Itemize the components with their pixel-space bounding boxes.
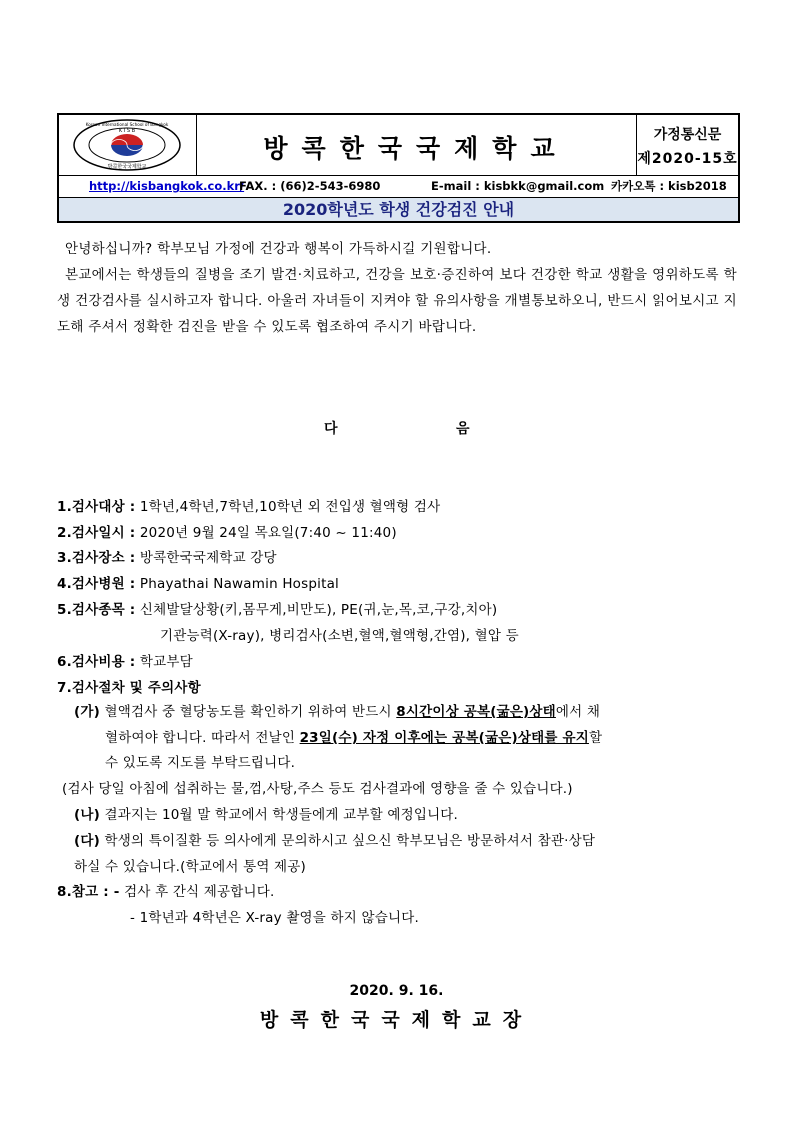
greeting-paragraph: 안녕하십니까? 학부모님 가정에 건강과 행복이 가득하시길 기원합니다. (65, 241, 492, 257)
procedure-ga-text-end: 할 (588, 730, 603, 746)
item-target (57, 495, 440, 515)
procedure-da-text: 학생의 특이질환 등 의사에게 문의하시고 싶으신 학부모님은 방문하셔서 참관·상담 (104, 833, 596, 849)
fax-number: FAX. : (66)2-543-6980 (239, 179, 381, 193)
item-value: 방콕한국국제학교 강당 (139, 550, 277, 566)
issue-date: 2020. 9. 16. (349, 983, 444, 999)
school-logo-icon (71, 118, 183, 172)
section-title-left: 다 (324, 421, 338, 437)
item-reference (57, 880, 274, 900)
item-key: 7.검사절차 및 주의사항 (57, 680, 201, 696)
principal-signature: 방콕한국국제학교장 (259, 1009, 534, 1031)
item-types-continued: 기관능력(X-ray), 병리검사(소변,혈액,혈액형,간염), 혈압 등 (160, 628, 519, 644)
intro-paragraph: 본교에서는 학생들의 질병을 조기 발견·치료하고, 건강을 보호·증진하여 보다 건강한 학교 생활을 영위하도록 학생 건강검사를 실시하고자 합니다. 아울러 자녀들이 지켜야 할 유의사항을 개별통보하오니, 반드시 읽어보시고 지도해 주셔서 정확한 검진을 받을 수 있도록 협조하여 주시기 바랍니다. (57, 267, 737, 335)
item-value: 1학년,4학년,7학년,10학년 외 전입생 혈액형 검사 (139, 499, 441, 515)
notice-title-banner: 2020학년도 학생 건강검진 안내 (59, 198, 738, 221)
midnight-fasting-emphasis: 23일(수) 자정 이후에는 공복(굶은)상태를 유지 (299, 730, 589, 746)
item-value: 2020년 9월 24일 목요일(7:40 ~ 11:40) (139, 525, 397, 541)
school-title-cell (196, 115, 637, 175)
contact-row (59, 176, 738, 198)
item-key: 6.검사비용 : (57, 654, 136, 670)
letterhead (57, 113, 740, 223)
procedure-na (74, 803, 458, 823)
procedure-da-label: (다) (74, 833, 100, 849)
item-value: 신체발달상황(키,몸무게,비만도), PE(귀,눈,목,코,구강,치아) (139, 602, 498, 618)
procedure-ga-text: 혈하여야 합니다. 따라서 전날인 (105, 730, 300, 746)
notice-info-cell (637, 115, 738, 175)
item-key: 8.참고 : - (57, 884, 120, 900)
reference-note-1: 검사 후 간식 제공합니다. (124, 884, 275, 900)
website-link[interactable]: http://kisbangkok.co.kr/ (89, 179, 245, 193)
procedure-na-text: 결과지는 10월 말 학교에서 학생들에게 교부할 예정입니다. (104, 807, 459, 823)
item-key: 2.검사일시 : (57, 525, 136, 541)
item-key: 4.검사병원 : (57, 576, 136, 592)
logo-cell (59, 115, 197, 175)
item-value: Phayathai Nawamin Hospital (139, 576, 340, 592)
procedure-ga-text-end: 에서 채 (555, 704, 601, 720)
svg-text:Korean International School of: Korean International School of Bangkok (85, 122, 169, 127)
procedure-na-label: (나) (74, 807, 100, 823)
item-key: 1.검사대상 : (57, 499, 136, 515)
item-key: 3.검사장소 : (57, 550, 136, 566)
email-address: E-mail : kisbkk@gmail.com (431, 179, 605, 193)
procedure-ga-line-2 (105, 726, 602, 746)
item-hospital (57, 572, 339, 592)
procedure-ga-text: 혈액검사 중 혈당농도를 확인하기 위하여 반드시 (104, 704, 397, 720)
reference-note-2: - 1학년과 4학년은 X-ray 촬영을 하지 않습니다. (130, 910, 419, 926)
item-cost (57, 650, 193, 670)
school-name: 방콕한국국제학교 (263, 134, 569, 163)
item-value: 학교부담 (139, 654, 193, 670)
fasting-emphasis: 8시간이상 공복(굶은)상태 (396, 704, 556, 720)
procedure-da-line-1 (74, 829, 595, 849)
item-place (57, 546, 277, 566)
kakao-id: 카카오톡 : kisb2018 (611, 179, 727, 193)
procedure-da-line-2: 하실 수 있습니다.(학교에서 통역 제공) (74, 859, 307, 875)
notice-number: 제2020-15호 (637, 151, 738, 167)
section-title-right: 음 (456, 421, 470, 437)
item-procedure (57, 676, 201, 696)
procedure-ga-line-3: 수 있도록 지도를 부탁드립니다. (105, 755, 296, 771)
procedure-ga-line-1 (74, 700, 600, 720)
item-date (57, 521, 397, 541)
procedure-ga-note: (검사 당일 아침에 섭취하는 물,껌,사탕,주스 등도 검사결과에 영향을 줄 수 있습니다.) (62, 781, 573, 797)
item-key: 5.검사종목 : (57, 602, 136, 618)
procedure-ga-label: (가) (74, 704, 100, 720)
notice-type: 가정통신문 (653, 127, 722, 143)
svg-text:방콕한국국제학교: 방콕한국국제학교 (107, 164, 147, 170)
letterhead-top-row (59, 115, 738, 176)
svg-text:K I S B: K I S B (118, 128, 136, 134)
item-types (57, 598, 497, 618)
